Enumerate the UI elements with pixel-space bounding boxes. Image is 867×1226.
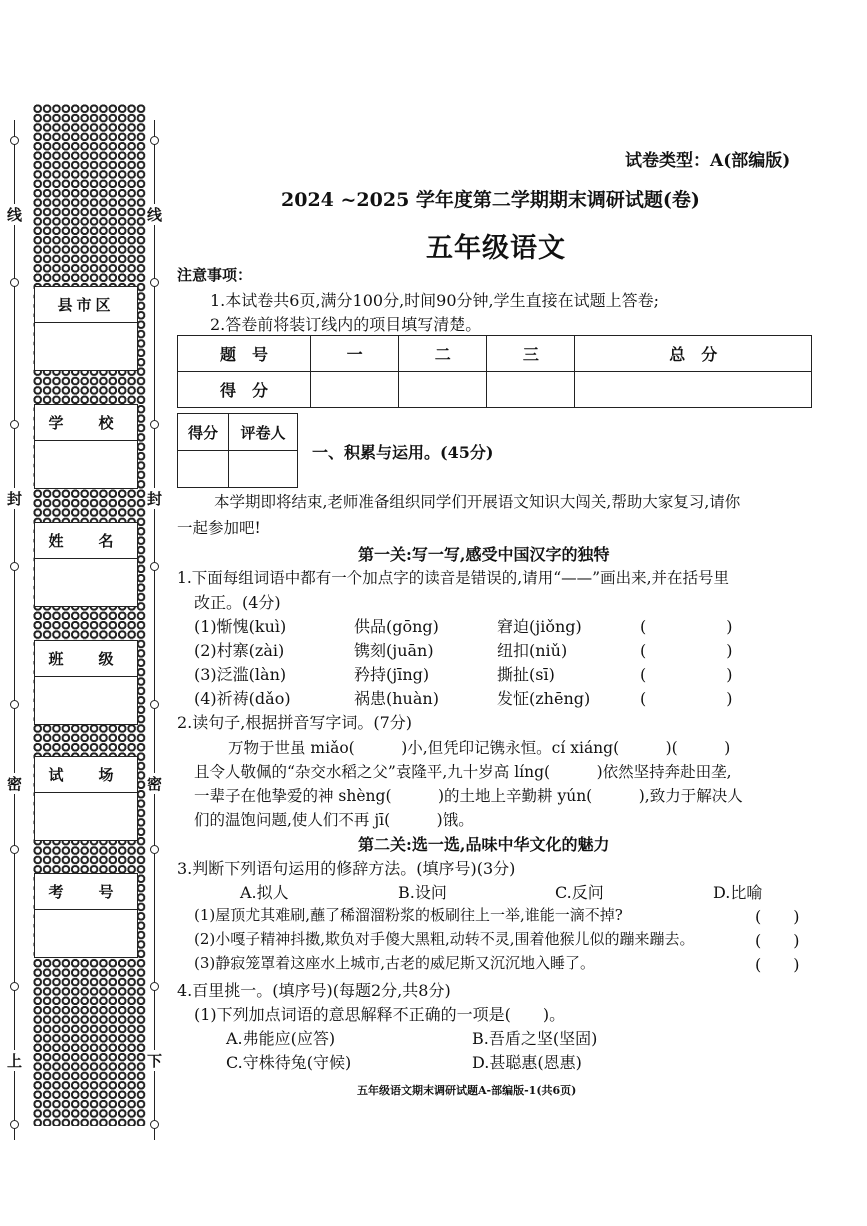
q1-answer-paren[interactable]: ( ) — [640, 689, 733, 708]
q4-title: 4.百里挑一。(填序号)(每题2分,共8分) — [177, 981, 451, 1000]
q2-title: 2.读句子,根据拼音写字词。(7分) — [177, 713, 413, 732]
ring-icon — [10, 982, 19, 991]
field-blank[interactable] — [35, 793, 137, 840]
q1-line-1: 1.下面每组词语中都有一个加点字的读音是错误的,请用“——”画出来,并在括号里 — [177, 569, 729, 587]
ring-icon — [10, 420, 19, 429]
q1-row-1-a: (1)惭愧(kuì) — [194, 617, 287, 636]
q3-option-d: D.比喻 — [713, 883, 763, 902]
q1-row-4-b: 祸患(huàn) — [354, 689, 439, 708]
section1-title: 一、积累与运用。(45分) — [312, 443, 494, 462]
subject-title: 五年级语文 — [426, 233, 566, 264]
ring-icon — [150, 1120, 159, 1129]
score-header-cell: 一 — [311, 336, 399, 372]
ring-icon — [10, 278, 19, 287]
field-blank[interactable] — [35, 441, 137, 488]
field-label: 试 场 — [35, 757, 137, 793]
field-school[interactable] — [34, 404, 138, 489]
score-cell[interactable] — [575, 372, 812, 408]
ring-icon — [10, 562, 19, 571]
grader-name-label: 评卷人 — [229, 414, 298, 451]
field-exam-room[interactable] — [34, 756, 138, 841]
ring-icon — [150, 562, 159, 571]
score-table — [177, 335, 812, 408]
q3-answer-paren[interactable]: ( ) — [755, 931, 800, 950]
q1-answer-paren[interactable]: ( ) — [640, 641, 733, 660]
q1-answer-paren[interactable]: ( ) — [640, 665, 733, 684]
q3-item-2: (2)小嘎子精神抖擞,欺负对手傻大黑粗,动转不灵,围着他猴儿似的蹦来蹦去。 — [194, 930, 695, 948]
q1-row-1-c: 窘迫(jiǒng) — [497, 617, 582, 636]
field-blank[interactable] — [35, 559, 137, 606]
field-county[interactable] — [34, 286, 138, 371]
notice-heading: 注意事项： — [177, 266, 253, 284]
q3-answer-paren[interactable]: ( ) — [755, 955, 800, 974]
q3-item-1: (1)屋顶尤其难刷,蘸了稀溜溜粉浆的板刷往上一举,谁能一滴不掉? — [194, 906, 623, 924]
q1-row-3-b: 矜持(jīng) — [354, 665, 430, 684]
q1-answer-paren[interactable]: ( ) — [640, 617, 733, 636]
q1-row-1-b: 供品(gōng) — [354, 617, 439, 636]
intro-line-1: 本学期即将结束,老师准备组织同学们开展语文知识大闯关,帮助大家复习,请你 — [214, 493, 741, 511]
q4-sub1: (1)下列加点词语的意思解释不正确的一项是( )。 — [194, 1005, 566, 1024]
binding-word-feng-left: 封 — [7, 490, 23, 508]
q4-option-a: A.弗能应(应答) — [226, 1029, 336, 1048]
exam-type: 试卷类型：A(部编版) — [625, 151, 791, 171]
ring-icon — [150, 700, 159, 709]
q1-line-2: 改正。(4分) — [194, 593, 281, 612]
binding-word-feng-right: 封 — [147, 490, 163, 508]
intro-line-2: 一起参加吧! — [177, 519, 261, 537]
score-row-label: 得 分 — [178, 372, 311, 408]
binding-word-xian-right: 线 — [147, 206, 163, 224]
score-header-cell: 二 — [399, 336, 487, 372]
q3-title: 3.判断下列语句运用的修辞方法。(填序号)(3分) — [177, 859, 516, 878]
field-blank[interactable] — [35, 910, 137, 957]
field-label: 县市区 — [35, 287, 137, 323]
exam-title: 2024 ~2025 学年度第二学期期末调研试题(卷) — [281, 189, 700, 211]
field-blank[interactable] — [35, 323, 137, 370]
q1-row-4-c: 发怔(zhēng) — [497, 689, 591, 708]
ring-icon — [150, 982, 159, 991]
binding-word-xia: 下 — [147, 1052, 163, 1070]
q4-option-b: B.吾盾之坚(坚固) — [472, 1029, 598, 1048]
notice-item-2: 2.答卷前将装订线内的项目填写清楚。 — [210, 315, 482, 334]
ring-icon — [150, 136, 159, 145]
grader-score-cell[interactable] — [178, 451, 229, 488]
grader-score-label: 得分 — [178, 414, 229, 451]
score-table-header — [178, 336, 812, 372]
field-label: 姓 名 — [35, 523, 137, 559]
field-name[interactable] — [34, 522, 138, 607]
q4-option-d: D.甚聪惠(恩惠) — [472, 1053, 582, 1072]
q2-line-4: 们的温饱问题,使人们不再 jī( )饿。 — [194, 811, 474, 829]
q2-line-1: 万物于世虽 miǎo( )小,但凭印记镌永恒。cí xiáng( )( ) — [228, 739, 731, 757]
ring-icon — [10, 845, 19, 854]
field-class[interactable] — [34, 640, 138, 725]
level2-title: 第二关:选一选,品味中华文化的魅力 — [358, 835, 610, 854]
binding-word-mi-right: 密 — [147, 775, 163, 793]
binding-word-shang: 上 — [7, 1052, 23, 1070]
ring-icon — [10, 700, 19, 709]
binding-word-xian-left: 线 — [7, 206, 23, 224]
score-cell[interactable] — [311, 372, 399, 408]
score-header-cell: 题 号 — [178, 336, 311, 372]
score-header-cell: 总 分 — [575, 336, 812, 372]
binding-word-mi-left: 密 — [7, 775, 23, 793]
q2-line-3: 一辈子在他挚爱的神 shèng( )的土地上辛勤耕 yún( ),致力于解决人 — [194, 787, 743, 805]
q1-row-4-a: (4)祈祷(dǎo) — [194, 689, 291, 708]
notice-item-1: 1.本试卷共6页,满分100分,时间90分钟,学生直接在试题上答卷; — [210, 291, 659, 310]
q3-answer-paren[interactable]: ( ) — [755, 907, 800, 926]
field-exam-number[interactable] — [34, 873, 138, 958]
score-table-row — [178, 372, 812, 408]
q4-option-c: C.守株待兔(守候) — [226, 1053, 352, 1072]
grader-name-cell[interactable] — [229, 451, 298, 488]
ring-icon — [150, 845, 159, 854]
field-label: 学 校 — [35, 405, 137, 441]
level1-title: 第一关:写一写,感受中国汉字的独特 — [358, 545, 610, 564]
ring-icon — [150, 420, 159, 429]
field-label: 考 号 — [35, 874, 137, 910]
q1-row-2-a: (2)村寨(zài) — [194, 641, 285, 660]
page-footer: 五年级语文期末调研试题A-部编版-1(共6页) — [357, 1084, 577, 1097]
ring-icon — [10, 1120, 19, 1129]
q1-row-3-c: 撕扯(sī) — [497, 665, 555, 684]
q3-option-c: C.反问 — [555, 883, 604, 902]
q3-option-a: A.拟人 — [240, 883, 289, 902]
score-cell[interactable] — [487, 372, 575, 408]
binding-dot-pattern — [33, 104, 146, 1126]
grader-table — [177, 413, 298, 488]
q1-row-3-a: (3)泛滥(làn) — [194, 665, 287, 684]
q1-row-2-c: 纽扣(niǔ) — [497, 641, 568, 660]
q1-row-2-b: 镌刻(juān) — [354, 641, 434, 660]
ring-icon — [150, 278, 159, 287]
field-label: 班 级 — [35, 641, 137, 677]
q2-line-2: 且令人敬佩的“杂交水稻之父”袁隆平,九十岁高 líng( )依然坚持奔赴田垄, — [194, 763, 732, 781]
ring-icon — [10, 136, 19, 145]
score-cell[interactable] — [399, 372, 487, 408]
q3-item-3: (3)静寂笼罩着这座水上城市,古老的威尼斯又沉沉地入睡了。 — [194, 954, 596, 972]
q3-option-b: B.设问 — [398, 883, 447, 902]
score-header-cell: 三 — [487, 336, 575, 372]
field-blank[interactable] — [35, 677, 137, 724]
